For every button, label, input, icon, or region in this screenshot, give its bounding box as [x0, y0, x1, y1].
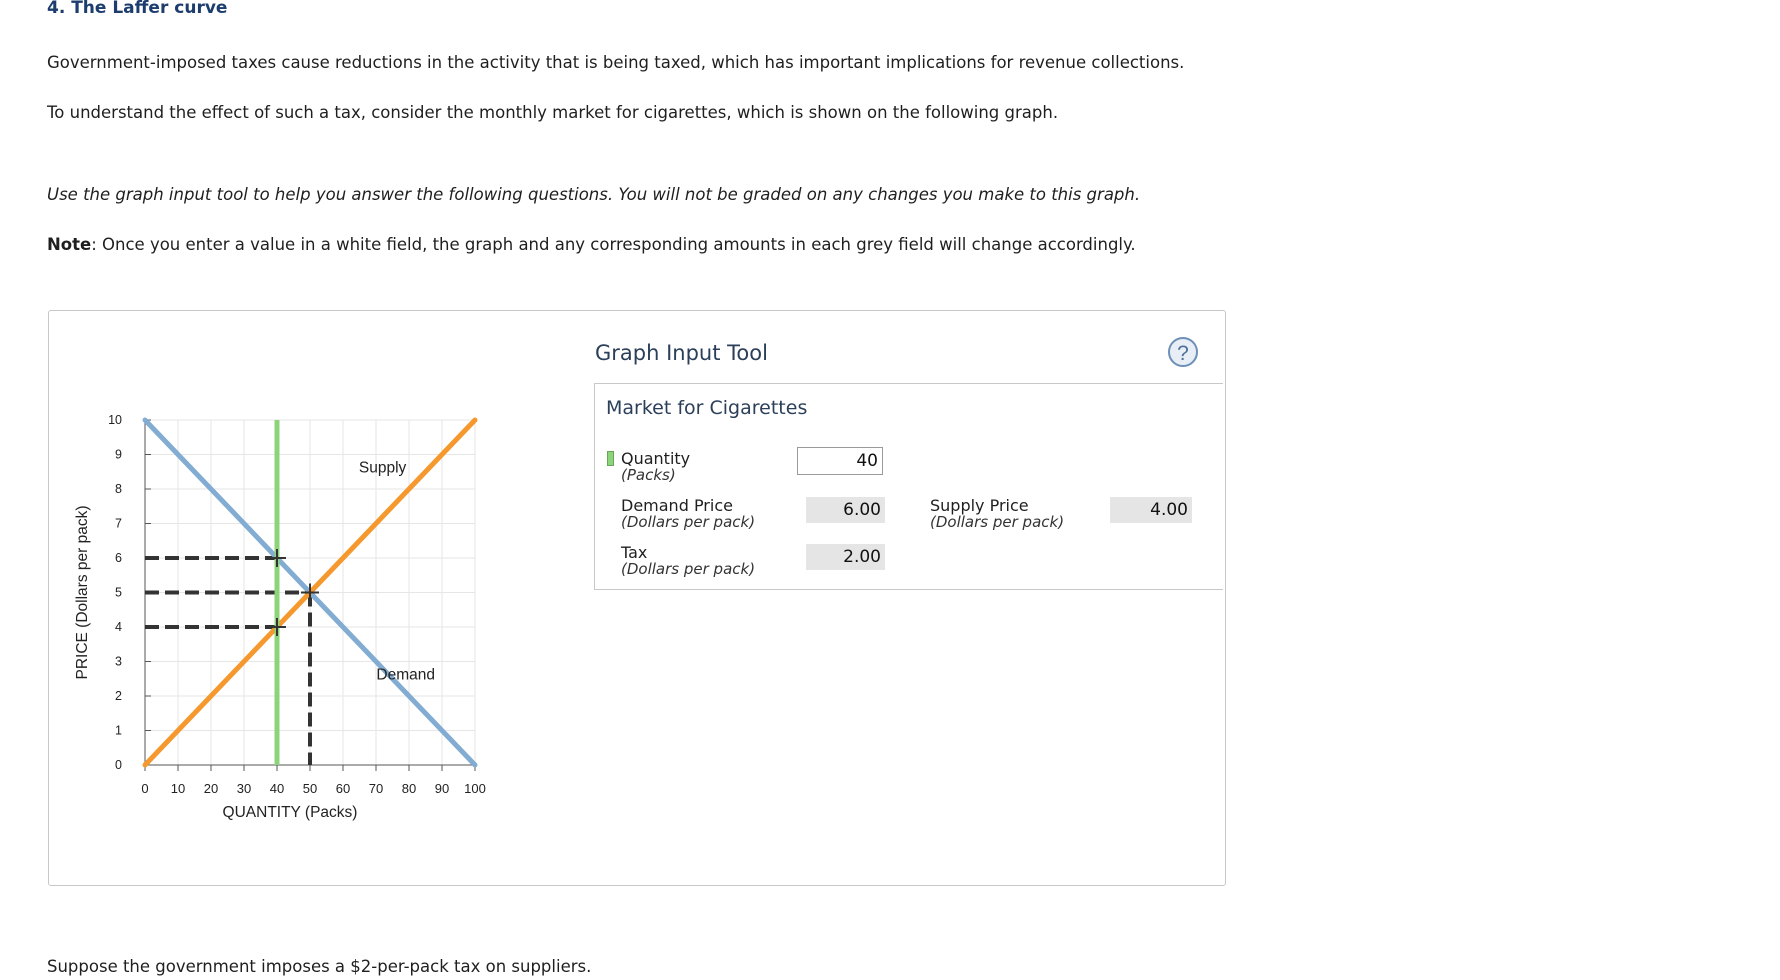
- x-tick-label: 50: [302, 781, 318, 796]
- tax-value: 2.00: [806, 544, 885, 570]
- y-tick-label: 0: [115, 758, 122, 772]
- x-tick-label: 30: [236, 781, 252, 796]
- x-tick-label: 80: [401, 781, 417, 796]
- x-tick-label: 10: [170, 781, 186, 796]
- demand-price-value: 6.00: [806, 497, 885, 523]
- demand-price-unit: (Dollars per pack): [621, 513, 756, 531]
- tax-label: Tax: [621, 543, 648, 562]
- supply-price-unit: (Dollars per pack): [930, 513, 1065, 531]
- note-paragraph: [47, 235, 1136, 254]
- x-tick-label: 20: [203, 781, 219, 796]
- y-tick-label: 3: [115, 654, 122, 669]
- tax-unit: (Dollars per pack): [621, 560, 756, 578]
- question-title: 4. The Laffer curve: [47, 0, 228, 18]
- x-tick-label: 100: [464, 781, 486, 796]
- x-tick-label: 90: [434, 781, 450, 796]
- y-axis-title: PRICE (Dollars per pack): [74, 505, 91, 680]
- supply-curve-label: Supply: [358, 459, 407, 477]
- quantity-color-swatch: [607, 451, 614, 466]
- instruction-paragraph: Use the graph input tool to help you answer the following questions. You will not be graded on any changes you make to this graph.: [47, 185, 1141, 204]
- demand-price-label: Demand Price: [621, 496, 733, 515]
- x-axis-title: QUANTITY (Packs): [222, 804, 358, 821]
- y-tick-label: 7: [115, 516, 122, 531]
- y-tick-label: 1: [115, 723, 122, 738]
- y-tick-label: 6: [115, 551, 122, 565]
- x-tick-label: 70: [368, 781, 384, 796]
- panel-title: Market for Cigarettes: [606, 397, 808, 419]
- quantity-input[interactable]: [797, 447, 883, 475]
- context-paragraph: To understand the effect of such a tax, consider the monthly market for cigarettes, which is shown on the following graph.: [47, 103, 1059, 122]
- market-chart[interactable]: [48, 395, 508, 825]
- help-button[interactable]: ?: [1168, 337, 1198, 367]
- supply-price-label: Supply Price: [930, 496, 1029, 515]
- y-tick-label: 4: [115, 620, 122, 634]
- y-tick-label: 2: [115, 689, 122, 703]
- y-tick-label: 8: [115, 482, 122, 496]
- quantity-unit: (Packs): [621, 466, 676, 484]
- intro-paragraph: Government-imposed taxes cause reductions in the activity that is being taxed, which has important implications for revenue collections.: [47, 53, 1185, 72]
- note-label: Note: [47, 235, 92, 254]
- x-tick-label: 0: [141, 781, 149, 796]
- graph-tool-title: Graph Input Tool: [595, 341, 768, 365]
- quantity-label: Quantity: [621, 449, 691, 468]
- tax-scenario-paragraph: Suppose the government imposes a $2-per-pack tax on suppliers.: [47, 957, 592, 976]
- note-text: : Once you enter a value in a white field, the graph and any corresponding amounts in each grey field will change accordingly.: [91, 235, 1136, 254]
- x-tick-label: 60: [335, 781, 351, 796]
- y-tick-label: 9: [115, 447, 122, 462]
- x-tick-label: 40: [269, 781, 285, 796]
- y-tick-label: 10: [108, 413, 122, 427]
- chart-labels: [74, 459, 435, 821]
- demand-curve-label: Demand: [376, 666, 435, 684]
- y-tick-label: 5: [115, 585, 122, 600]
- supply-price-value: 4.00: [1110, 497, 1192, 523]
